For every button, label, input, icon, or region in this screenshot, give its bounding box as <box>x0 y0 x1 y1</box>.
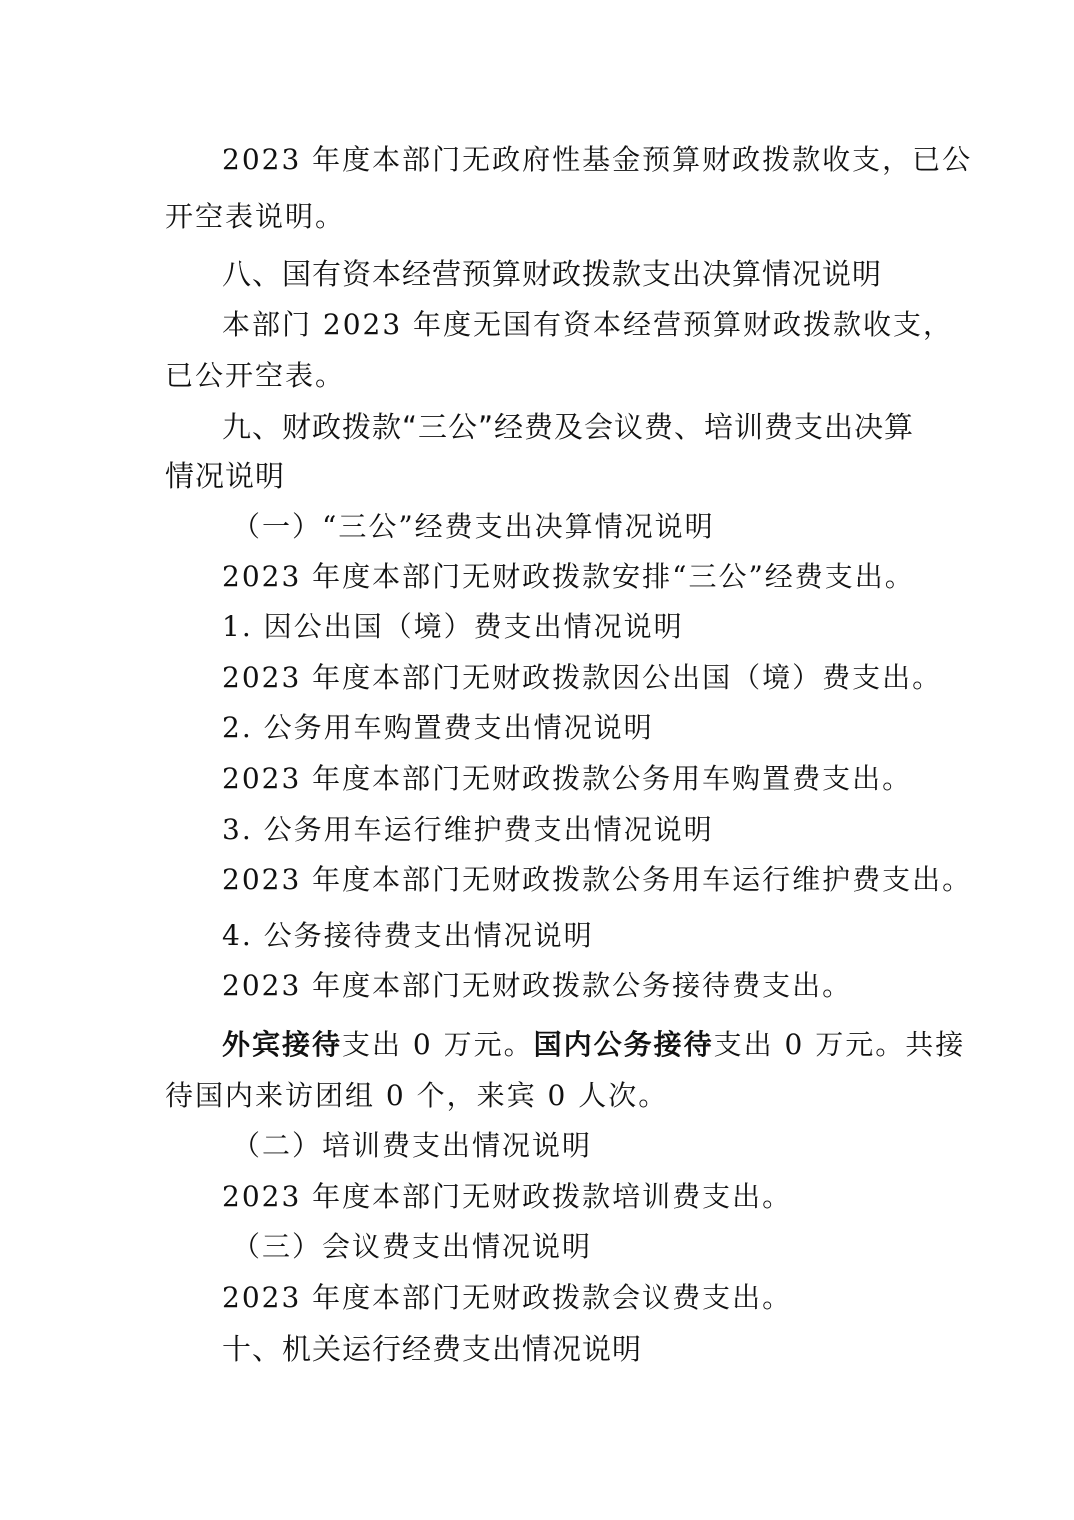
section-heading-9-line2: 情况说明 <box>165 459 286 493</box>
item-text-1: 2023 年度本部门无财政拨款因公出国（境）费支出。 <box>222 661 943 694</box>
subsection-text-2: 2023 年度本部门无财政拨款培训费支出。 <box>222 1180 793 1213</box>
paragraph-state-capital-line1: 本部门 2023 年度无国有资本经营预算财政拨款收支， <box>222 308 954 341</box>
reception-paragraph-line1 <box>222 1025 982 1065</box>
paragraph-state-capital-line2: 已公开空表。 <box>165 359 346 392</box>
section-heading-9-line1: 九、财政拨款“三公”经费及会议费、培训费支出决算 <box>222 410 915 444</box>
paragraph-gov-fund-line1: 2023 年度本部门无政府性基金预算财政拨款收支，已公 <box>222 143 973 176</box>
reception-paragraph-line2: 待国内来访团组 0 个，来宾 0 人次。 <box>165 1079 669 1112</box>
paragraph-gov-fund-line2: 开空表说明。 <box>165 200 346 233</box>
subsection-title-1: （一）“三公”经费支出决算情况说明 <box>232 510 715 543</box>
section-heading-8: 八、国有资本经营预算财政拨款支出决算情况说明 <box>222 257 883 291</box>
item-text-2: 2023 年度本部门无财政拨款公务用车购置费支出。 <box>222 762 913 795</box>
item-title-3: 3. 公务用车运行维护费支出情况说明 <box>222 813 714 846</box>
item-text-4: 2023 年度本部门无财政拨款公务接待费支出。 <box>222 969 853 1002</box>
item-text-3: 2023 年度本部门无财政拨款公务用车运行维护费支出。 <box>222 863 973 896</box>
foreign-reception-text: 支出 0 万元。 <box>342 1028 534 1061</box>
subsection-title-2: （二）培训费支出情况说明 <box>232 1129 593 1162</box>
subsection-text-1: 2023 年度本部门无财政拨款安排“三公”经费支出。 <box>222 560 915 593</box>
domestic-reception-label: 国内公务接待 <box>533 1028 714 1061</box>
section-heading-10: 十、机关运行经费支出情况说明 <box>222 1332 643 1366</box>
item-title-2: 2. 公务用车购置费支出情况说明 <box>222 711 654 744</box>
item-title-1: 1. 因公出国（境）费支出情况说明 <box>222 610 684 643</box>
foreign-reception-label: 外宾接待 <box>222 1028 343 1061</box>
item-title-4: 4. 公务接待费支出情况说明 <box>222 919 594 952</box>
subsection-title-3: （三）会议费支出情况说明 <box>232 1230 593 1263</box>
domestic-reception-text: 支出 0 万元。共接 <box>713 1028 966 1061</box>
subsection-text-3: 2023 年度本部门无财政拨款会议费支出。 <box>222 1281 793 1314</box>
